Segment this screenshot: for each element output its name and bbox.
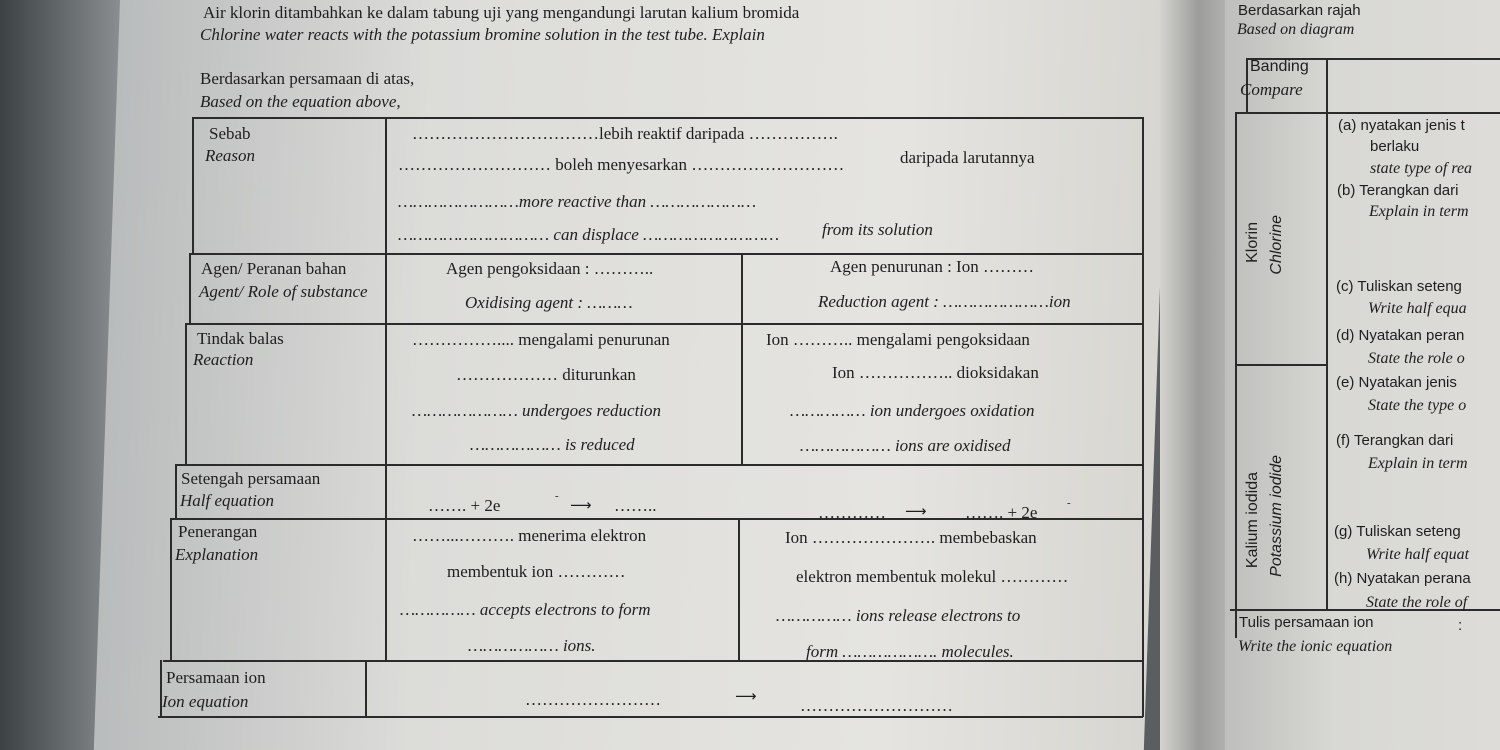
agent-heading-malay: Agen/ Peranan bahan (201, 259, 347, 278)
ionic-task-malay: Tulis persamaan ion (1239, 614, 1374, 631)
reason-heading-english: Reason (205, 146, 256, 165)
chlorine-label-malay: Klorin (1244, 222, 1261, 263)
question-g-malay: (g) Tuliskan seteng (1334, 523, 1461, 540)
explanation-right-line-3: …………… ions release electrons to (776, 606, 1021, 625)
reaction-arrow: ⟶ (735, 687, 757, 705)
question-a-malay-cont: berlaku (1370, 138, 1420, 155)
reaction-arrow: ⟶ (905, 502, 927, 520)
question-a-english: state type of rea (1370, 160, 1473, 177)
book-gutter (1160, 0, 1230, 750)
reducing-agent-english: Reduction agent : …………………ion (818, 292, 1071, 311)
explanation-heading-malay: Penerangan (178, 522, 258, 541)
oxidation-half-right: ……. + 2e (965, 503, 1038, 522)
explanation-right-line-2: elektron membentuk molekul ………… (796, 567, 1069, 586)
reason-heading-malay: Sebab (209, 124, 251, 143)
question-c-english: Write half equa (1368, 300, 1467, 317)
diagram-title-english: Based on diagram (1237, 21, 1355, 38)
explanation-left-line-4: ……………… ions. (468, 636, 596, 655)
reduction-line-1: …………….... mengalami penurunan (412, 330, 670, 349)
ionic-equation-heading-english: Ion equation (162, 692, 249, 711)
question-e-malay: (e) Nyatakan jenis (1336, 374, 1457, 391)
electron-charge: - (555, 490, 559, 502)
chlorine-label-english: Chlorine (1268, 215, 1285, 275)
explanation-left-line-1: ……...………. menerima elektron (412, 526, 647, 545)
question-b-english: Explain in term (1369, 203, 1469, 220)
question-e-english: State the type o (1368, 397, 1467, 414)
ionic-equation-products: ……………………… (800, 696, 953, 715)
explanation-right-line-1: Ion …………………. membebaskan (785, 528, 1037, 547)
oxidation-line-1: Ion ……….. mengalami pengoksidaan (766, 330, 1030, 349)
half-equation-heading-malay: Setengah persamaan (181, 469, 321, 488)
question-c-malay: (c) Tuliskan seteng (1336, 278, 1462, 295)
explanation-left-line-3: …………… accepts electrons to form (400, 600, 651, 619)
ionic-task-colon: : (1458, 617, 1463, 634)
reaction-heading-english: Reaction (193, 350, 254, 369)
reaction-heading-malay: Tindak balas (197, 329, 284, 348)
oxidising-agent-malay: Agen pengoksidaan : ……….. (446, 259, 654, 278)
compare-heading-english: Compare (1240, 80, 1303, 99)
oxidation-line-4: ……………… ions are oxidised (800, 436, 1011, 455)
reduction-line-3: ………………… undergoes reduction (412, 401, 662, 420)
reduction-line-4: ……………… is reduced (470, 435, 635, 454)
explanation-heading-english: Explanation (175, 545, 259, 564)
potassium-iodide-label-malay: Kalium iodida (1244, 472, 1261, 569)
ionic-equation-heading-malay: Persamaan ion (166, 668, 266, 687)
potassium-iodide-label-english: Potassium iodide (1268, 455, 1285, 577)
oxidising-agent-english: Oxidising agent : ……… (465, 293, 633, 312)
question-d-malay: (d) Nyatakan peran (1336, 327, 1465, 344)
equation-intro-malay: Berdasarkan persamaan di atas, (200, 69, 415, 88)
diagram-title-malay: Berdasarkan rajah (1238, 2, 1361, 19)
reduction-half-left: ……. + 2e (428, 496, 501, 515)
ionic-task-english: Write the ionic equation (1238, 638, 1393, 655)
reaction-arrow: ⟶ (570, 496, 592, 514)
reduction-half-right: …….. (614, 496, 657, 515)
compare-heading-malay: Banding (1250, 58, 1309, 75)
reason-line-1: ……………………………lebih reaktif daripada ……………. (412, 124, 838, 143)
question-b-malay: (b) Terangkan dari (1337, 182, 1459, 199)
ionic-equation-reactants: …………………… (525, 690, 661, 709)
explanation-right-line-4: form ………………. molecules. (806, 642, 1014, 661)
intro-malay: Air klorin ditambahkan ke dalam tabung uji yang mengandungi larutan kalium bromida (203, 3, 800, 22)
agent-heading-english: Agent/ Role of substance (199, 282, 368, 301)
equation-intro-english: Based on the equation above, (200, 92, 401, 111)
reason-line-4-end: from its solution (822, 220, 933, 239)
question-h-malay: (h) Nyatakan perana (1334, 570, 1471, 587)
question-h-english: State the role of (1366, 594, 1468, 611)
reason-line-4: ………………………… can displace ……………………… (398, 225, 780, 244)
question-g-english: Write half equat (1366, 546, 1470, 563)
question-f-malay: (f) Terangkan dari (1336, 432, 1454, 449)
question-a-malay: (a) nyatakan jenis t (1338, 117, 1465, 134)
oxidation-line-2: Ion …………….. dioksidakan (832, 363, 1039, 382)
electron-charge: - (1067, 497, 1071, 509)
oxidation-line-3: …………… ion undergoes oxidation (790, 401, 1035, 420)
reason-line-2-end: daripada larutannya (900, 148, 1035, 167)
explanation-left-line-2: membentuk ion ………… (447, 562, 626, 581)
intro-english: Chlorine water reacts with the potassium bromine solution in the test tube. Explain (200, 25, 765, 44)
reducing-agent-malay: Agen penurunan : Ion ……… (830, 257, 1034, 276)
question-f-english: Explain in term (1368, 455, 1468, 472)
question-d-english: State the role o (1368, 350, 1465, 367)
reason-line-3: ……………………more reactive than ………………… (398, 192, 757, 211)
oxidation-half-left: ………… (818, 503, 886, 522)
reduction-line-2: ……………… diturunkan (456, 365, 636, 384)
reason-line-2: ……………………… boleh menyesarkan ……………………… (398, 155, 845, 174)
half-equation-heading-english: Half equation (180, 491, 274, 510)
